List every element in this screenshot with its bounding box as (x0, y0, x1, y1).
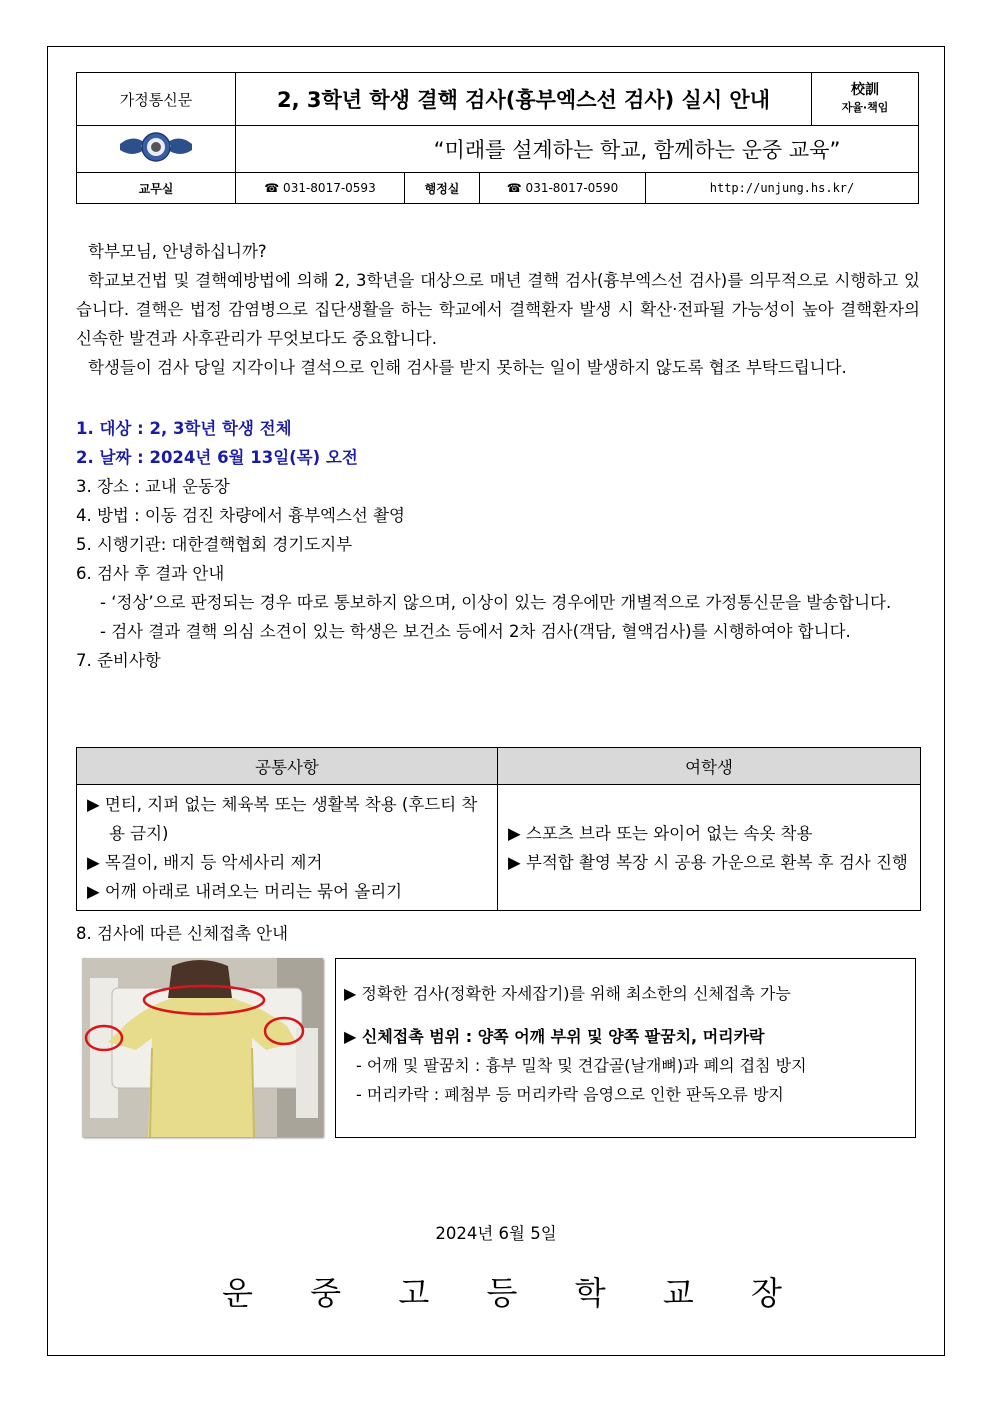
issue-date: 2024년 6월 5일 (435, 1224, 557, 1243)
motto-title: 校訓 (851, 82, 880, 98)
signature-char: 교 (662, 1274, 694, 1312)
intro-section (76, 237, 920, 382)
prep-female-cell (498, 785, 921, 911)
item-date: 2. 날짜 : 2024년 6월 13일(목) 오전 (76, 448, 358, 467)
contact-line-scope: ▶ 신체접촉 범위 : 양쪽 어깨 부위 및 양쪽 팔꿈치, 머리카락 (344, 1027, 765, 1046)
contact-heading: 8. 검사에 따른 신체접촉 안내 (76, 924, 289, 943)
xray-posture-illustration (82, 958, 323, 1137)
signature-char: 등 (486, 1274, 518, 1312)
contact-line-shoulder: - 어깨 및 팔꿈치 : 흉부 밀착 및 견갑골(날개뼈)과 폐의 겹침 방지 (356, 1056, 807, 1075)
item-method: 4. 방법 : 이동 검진 차량에서 흉부엑스선 촬영 (76, 506, 405, 525)
letterhead-table (76, 72, 919, 204)
preparation-table (76, 747, 921, 911)
xray-posture-photo (82, 958, 323, 1137)
school-emblem-icon (118, 130, 194, 164)
prep-female-item: ▶ 부적합 촬영 복장 시 공용 가운으로 환복 후 검사 진행 (508, 852, 908, 872)
contact-line-purpose: ▶ 정확한 검사(정확한 자세잡기)를 위해 최소한의 신체접촉 가능 (344, 984, 791, 1003)
item-target: 1. 대상 : 2, 3학년 학생 전체 (76, 419, 292, 438)
details-list (76, 414, 920, 675)
contact-line-hair: - 머리카락 : 폐첨부 등 머리카락 음영으로 인한 판독오류 방지 (356, 1085, 784, 1104)
item-preparation: 7. 준비사항 (76, 651, 161, 670)
prep-common-item: ▶ 면티, 지퍼 없는 체육복 또는 생활복 착용 (후드티 착용 금지) (87, 794, 478, 843)
signature-char: 학 (574, 1274, 606, 1312)
prep-common-item: ▶ 목걸이, 배지 등 악세사리 제거 (87, 852, 323, 872)
contact-info-box (335, 958, 916, 1138)
item-results-followup: - 검사 결과 결핵 의심 소견이 있는 학생은 보건소 등에서 2차 검사(객담, 혈액검사)를 시행하여야 합니다. (100, 622, 851, 641)
intro-paragraph-2: 학생들이 검사 당일 지각이나 결석으로 인해 검사를 받지 못하는 일이 발생하지 않도록 협조 부탁드립니다. (88, 358, 847, 377)
office1-label: 교무실 (77, 173, 236, 204)
prep-female-item: ▶ 스포츠 브라 또는 와이어 없는 속옷 착용 (508, 823, 813, 843)
school-logo (77, 126, 236, 173)
signature-char: 장 (751, 1274, 782, 1312)
doc-type: 가정통신문 (77, 73, 236, 126)
item-results: 6. 검사 후 결과 안내 (76, 564, 225, 583)
office2-phone: ☎ 031-8017-0590 (480, 173, 646, 204)
signature-char: 운 (222, 1274, 253, 1312)
prep-header-female: 여학생 (498, 748, 921, 785)
item-agency: 5. 시행기관: 대한결핵협회 경기도지부 (76, 535, 353, 554)
office2-label: 행정실 (405, 173, 480, 204)
signature-char: 중 (310, 1274, 342, 1312)
page-title: 2, 3학년 학생 결핵 검사(흉부엑스선 검사) 실시 안내 (236, 73, 812, 126)
school-slogan: “미래를 설계하는 학교, 함께하는 운중 교육” (236, 126, 919, 173)
prep-common-cell (77, 785, 498, 911)
motto-text: 자율·책임 (841, 101, 889, 114)
item-place: 3. 장소 : 교내 운동장 (76, 477, 230, 496)
prep-header-common: 공통사항 (77, 748, 498, 785)
signature-char: 고 (398, 1274, 430, 1312)
item-results-normal: - ‘정상’으로 판정되는 경우 따로 통보하지 않으며, 이상이 있는 경우에만 개별적으로 가정통신문을 발송합니다. (100, 593, 892, 612)
school-website-link[interactable]: http://unjung.hs.kr/ (646, 173, 919, 204)
greeting: 학부모님, 안녕하십니까? (88, 242, 267, 261)
principal-signature (222, 1268, 782, 1314)
prep-common-item: ▶ 어깨 아래로 내려오는 머리는 묶어 올리기 (87, 881, 403, 901)
office1-phone: ☎ 031-8017-0593 (236, 173, 405, 204)
intro-paragraph-1: 학교보건법 및 결핵예방법에 의해 2, 3학년을 대상으로 매년 결핵 검사(흉부엑스선 검사)를 의무적으로 시행하고 있습니다. 결핵은 법정 감염병으로 집단생활을 하는 학교에서 결핵환자 발생 시 확산·전파될 가능성이 높아 결핵환자의 신속한 발견과 사후관리가 무엇보다도 중요합니다. (76, 271, 920, 348)
school-motto (812, 73, 919, 126)
